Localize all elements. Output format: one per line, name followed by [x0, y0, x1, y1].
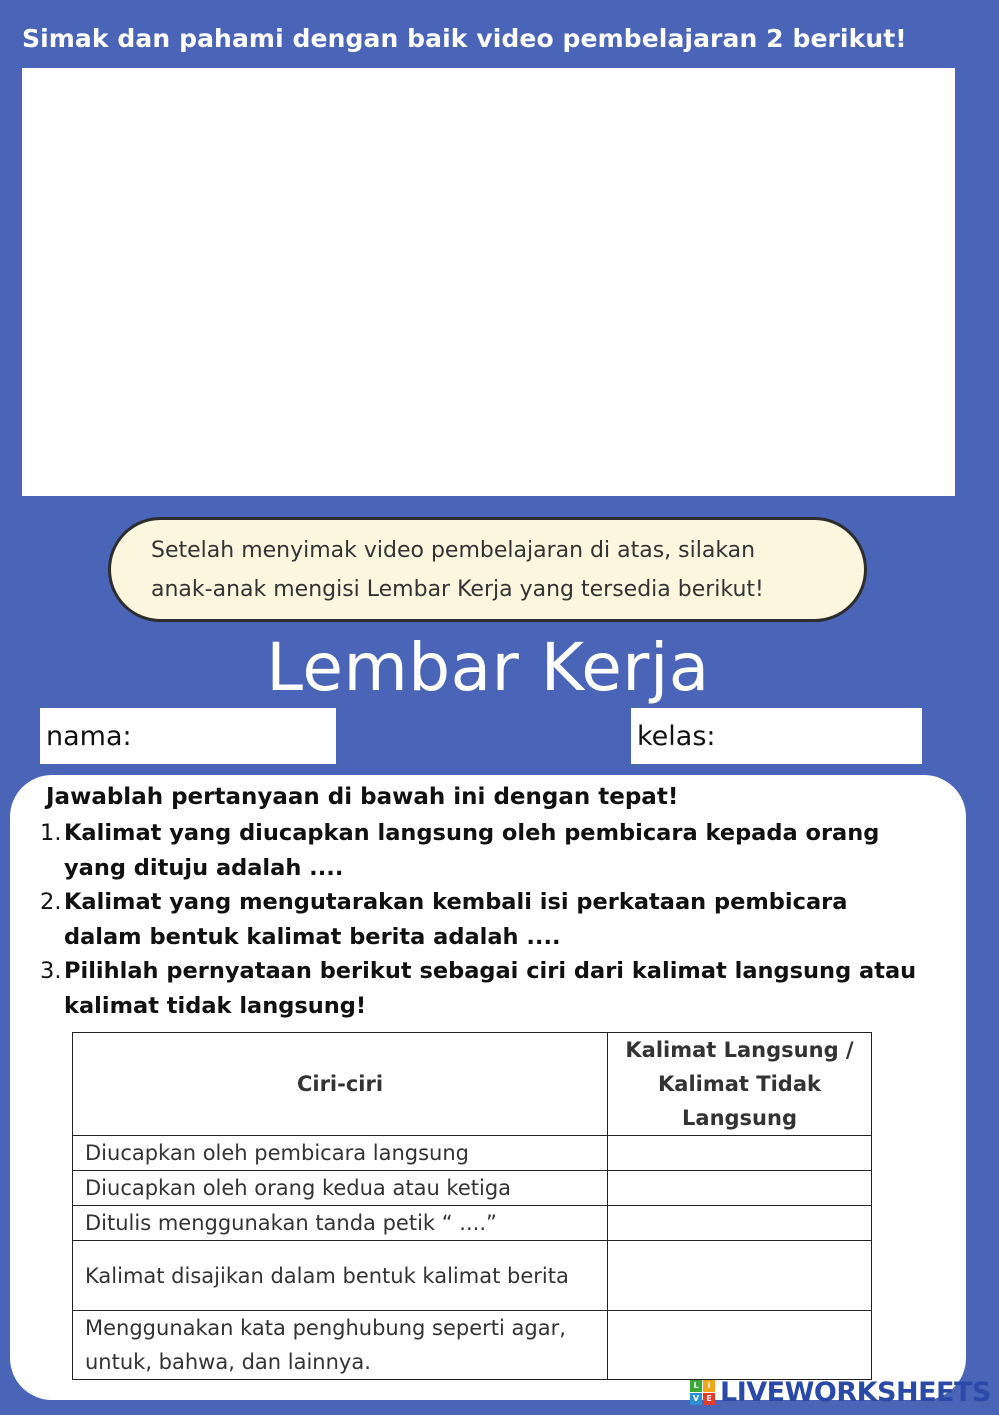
class-label: kelas:	[637, 720, 716, 752]
question-text: Pilihlah pernyataan berikut sebagai ciri dari kalimat langsung atau kalimat tidak langsung!	[64, 958, 917, 1019]
characteristics-table	[72, 1032, 872, 1380]
answer-cell[interactable]	[608, 1311, 872, 1380]
questions-heading: Jawablah pertanyaan di bawah ini dengan tepat!	[46, 784, 679, 810]
table-row	[73, 1206, 872, 1241]
question-number: 3.	[40, 958, 62, 984]
answer-cell[interactable]	[608, 1206, 872, 1241]
table-row	[73, 1171, 872, 1206]
name-label: nama:	[46, 720, 132, 752]
video-player-area[interactable]	[22, 68, 955, 496]
table-row	[73, 1241, 872, 1311]
logo-text: LIVEWORKSHEETS	[720, 1376, 991, 1408]
ciri-cell: Ditulis menggunakan tanda petik “ ....”	[73, 1206, 608, 1241]
table-header-kalimat: Kalimat Langsung / Kalimat Tidak Langsung	[608, 1033, 872, 1136]
name-field[interactable]	[40, 708, 336, 764]
answer-cell[interactable]	[608, 1171, 872, 1206]
ciri-cell: Menggunakan kata penghubung seperti agar, untuk, bahwa, dan lainnya.	[73, 1311, 608, 1380]
video-instruction-title: Simak dan pahami dengan baik video pembelajaran 2 berikut!	[22, 24, 907, 53]
table-row	[73, 1311, 872, 1380]
logo-mark-icon: L I V E	[690, 1380, 715, 1405]
question-number: 1.	[40, 820, 62, 846]
question-item	[40, 816, 920, 885]
notice-line-1: Setelah menyimak video pembelajaran di atas, silakan	[151, 537, 756, 563]
instruction-notice	[108, 517, 867, 622]
notice-line-2: anak-anak mengisi Lembar Kerja yang tersedia berikut!	[151, 576, 764, 602]
table-header-ciri: Ciri-ciri	[73, 1033, 608, 1136]
question-item	[40, 885, 920, 954]
worksheet-title: Lembar Kerja	[266, 629, 710, 706]
answer-cell[interactable]	[608, 1241, 872, 1311]
answer-cell[interactable]	[608, 1136, 872, 1171]
ciri-cell: Diucapkan oleh pembicara langsung	[73, 1136, 608, 1171]
question-number: 2.	[40, 889, 62, 915]
liveworksheets-logo	[690, 1376, 991, 1408]
ciri-cell: Diucapkan oleh orang kedua atau ketiga	[73, 1171, 608, 1206]
question-item	[40, 954, 920, 1023]
ciri-cell: Kalimat disajikan dalam bentuk kalimat berita	[73, 1241, 608, 1311]
question-list	[40, 816, 920, 1023]
class-field[interactable]	[631, 708, 922, 764]
question-text: Kalimat yang mengutarakan kembali isi perkataan pembicara dalam bentuk kalimat berita adalah ....	[64, 889, 848, 950]
question-text: Kalimat yang diucapkan langsung oleh pembicara kepada orang yang dituju adalah ....	[64, 820, 880, 881]
table-row	[73, 1136, 872, 1171]
